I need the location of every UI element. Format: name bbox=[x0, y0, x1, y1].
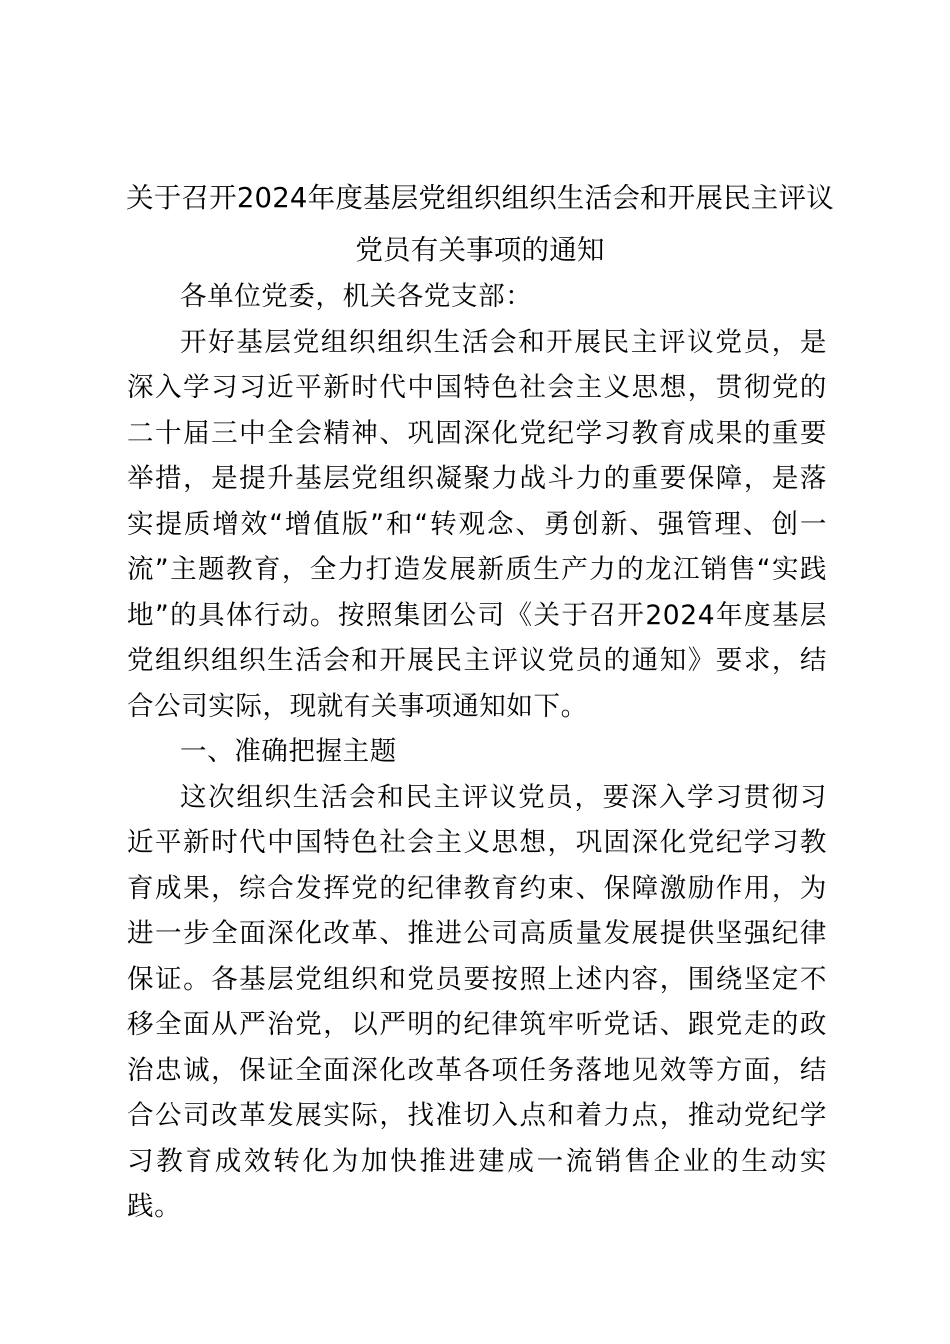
section-1-heading: 一、准确把握主题 bbox=[180, 736, 397, 767]
document-title: 关于召开2024年度基层党组织组织生活会和开展民主评议党员有关事项的通知 bbox=[126, 182, 834, 266]
document-body bbox=[127, 274, 827, 1230]
intro-paragraph: 开好基层党组织组织生活会和开展民主评议党员，是深入学习习近平新时代中国特色社会主义思想，贯彻党的二十届三中全会精神、巩固深化党纪学习教育成果的重要举措，是提升基层党组织凝聚力战斗力的重要保障，是落实提质增效“增值版”和“转观念、勇创新、强管理、创一流”主题教育，全力打造发展新质生产力的龙江销售“实践地”的具体行动。按照集团公司《关于召开2024年度基层党组织组织生活会和开展民主评议党员的通知》要求，结合公司实际，现就有关事项通知如下。 bbox=[127, 326, 827, 722]
section-1-paragraph: 这次组织生活会和民主评议党员，要深入学习贯彻习近平新时代中国特色社会主义思想，巩固深化党纪学习教育成果，综合发挥党的纪律教育约束、保障激励作用，为进一步全面深化改革、推进公司高质量发展提供坚强纪律保证。各基层党组织和党员要按照上述内容，围绕坚定不移全面从严治党，以严明的纪律筑牢听党话、跟党走的政治忠诚，保证全面深化改革各项任务落地见效等方面，结合公司改革发展实际，找准切入点和着力点，推动党纪学习教育成效转化为加快推进建成一流销售企业的生动实践。 bbox=[127, 781, 827, 1222]
salutation: 各单位党委，机关各党支部： bbox=[180, 281, 533, 312]
